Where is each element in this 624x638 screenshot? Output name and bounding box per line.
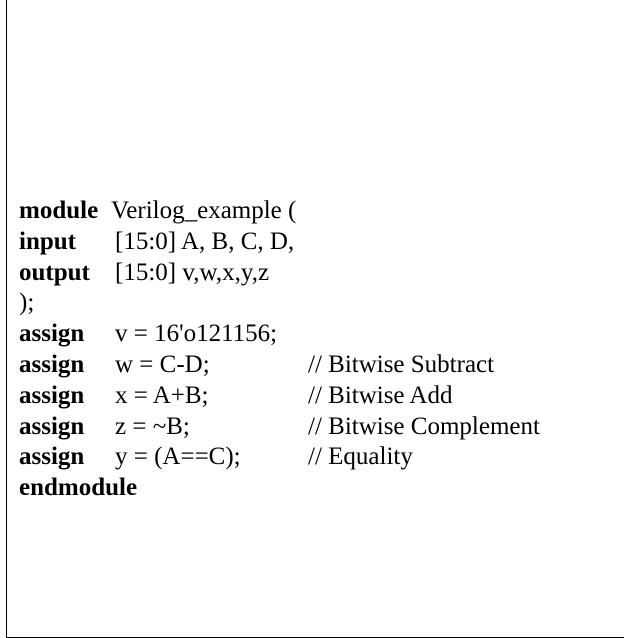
- code-line-assign-v: [19, 319, 278, 350]
- code-comment: // Bitwise Subtract: [308, 350, 495, 378]
- code-comment: // Bitwise Add: [308, 381, 453, 409]
- assign-expression: y = (A==C);: [115, 443, 241, 471]
- code-line-module: [19, 196, 297, 227]
- assign-expression: z = ~B;: [115, 412, 190, 440]
- code-line-assign-y: [19, 442, 413, 473]
- assign-expression: v = 16'o121156;: [115, 320, 278, 348]
- keyword-assign: assign: [19, 320, 85, 348]
- port-list-close: );: [19, 289, 35, 317]
- keyword-assign: assign: [19, 350, 85, 378]
- code-line-close-paren: [19, 288, 44, 319]
- code-line-assign-x: [19, 381, 453, 412]
- output-ports: [15:0] v,w,x,y,z: [115, 258, 270, 286]
- assign-expression: w = C-D;: [115, 350, 210, 378]
- assign-expression: x = A+B;: [115, 381, 209, 409]
- keyword-assign: assign: [19, 381, 85, 409]
- code-line-input: [19, 227, 295, 258]
- keyword-input: input: [19, 227, 76, 255]
- module-name: Verilog_example (: [111, 197, 297, 224]
- keyword-endmodule: endmodule: [19, 474, 138, 502]
- keyword-output: output: [19, 258, 90, 286]
- code-line-output: [19, 258, 270, 289]
- keyword-module: module: [19, 197, 99, 224]
- verilog-code-block: [19, 196, 540, 504]
- code-line-endmodule: [19, 473, 138, 504]
- code-comment: // Bitwise Complement: [308, 412, 540, 440]
- document-frame: [6, 0, 624, 638]
- keyword-assign: assign: [19, 412, 85, 440]
- code-line-assign-w: [19, 350, 495, 381]
- code-line-assign-z: [19, 412, 540, 443]
- input-ports: [15:0] A, B, C, D,: [115, 227, 295, 255]
- code-comment: // Equality: [308, 443, 413, 471]
- keyword-assign: assign: [19, 443, 85, 471]
